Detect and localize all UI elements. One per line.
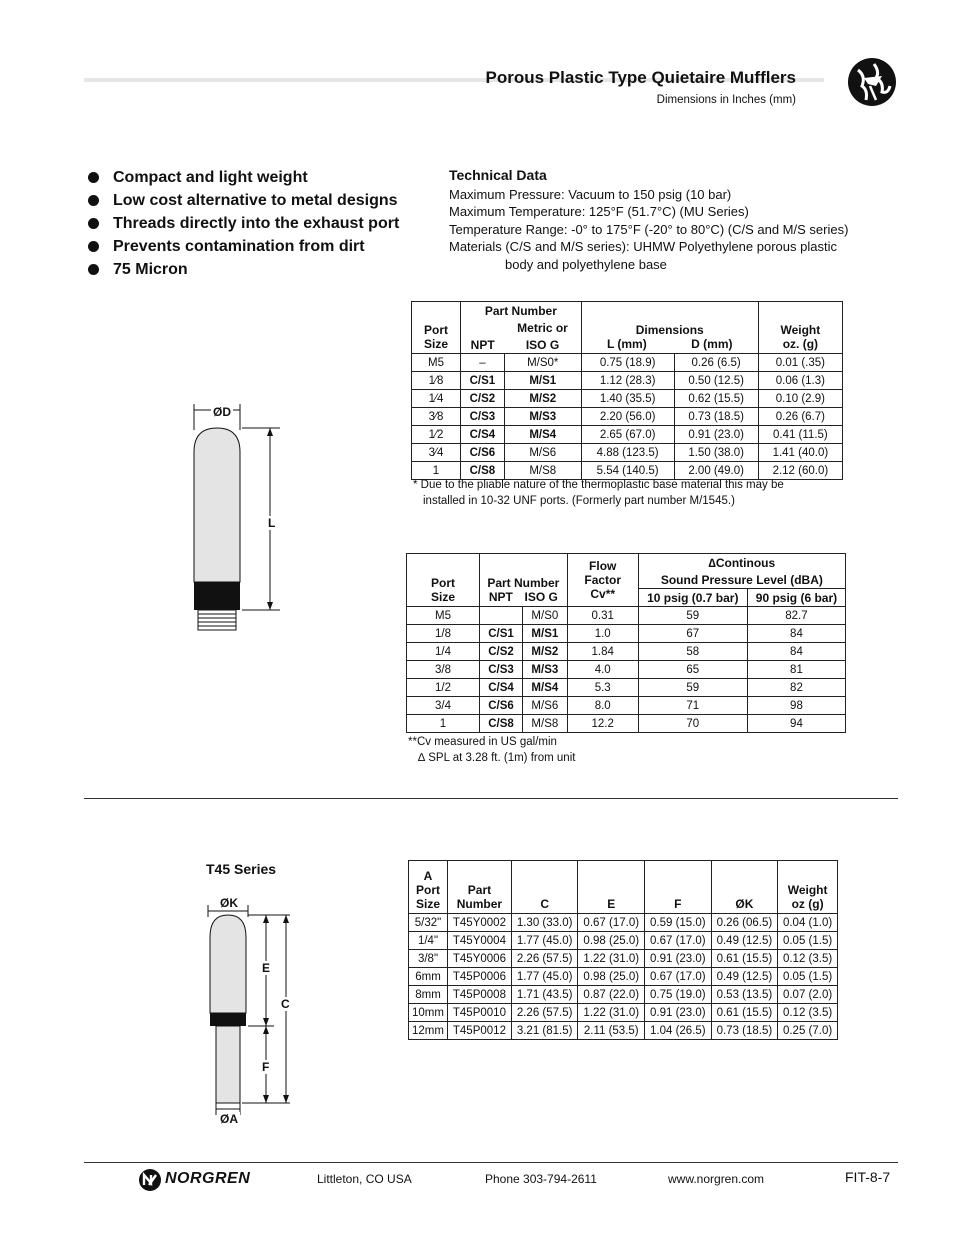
table-cell: 67: [638, 625, 747, 643]
table-cell: T45Y0002: [448, 914, 512, 932]
table-cell: M/S1: [523, 625, 568, 643]
col-header: Number: [456, 897, 503, 911]
table-cell: 0.98 (25.0): [578, 932, 645, 950]
tech-line: Maximum Pressure: Vacuum to 150 psig (10 bar): [449, 186, 732, 202]
table-cell: C/S6: [461, 444, 505, 462]
table-row: [407, 643, 846, 661]
table-cell: 1.77 (45.0): [511, 932, 578, 950]
table-cell: 0.50 (12.5): [674, 372, 758, 390]
table-cell: 1.50 (38.0): [674, 444, 758, 462]
table-row: [409, 968, 838, 986]
table-cell: 70: [638, 715, 747, 733]
dim-d-label: ØD: [213, 405, 231, 419]
dim-a-label: ØA: [220, 1112, 238, 1126]
table-row: [407, 715, 846, 733]
footer-website[interactable]: www.norgren.com: [668, 1172, 765, 1186]
table-cell: M/S3: [523, 661, 568, 679]
table-cell: 0.07 (2.0): [778, 986, 838, 1004]
table-cell: 3⁄4: [412, 444, 461, 462]
footer-phone: Phone 303-794-2611: [485, 1172, 597, 1186]
table-cell: 1/4": [409, 932, 448, 950]
table-cell: 0.12 (3.5): [778, 950, 838, 968]
col-header: Port: [416, 883, 440, 897]
col-header: Size: [415, 897, 440, 911]
table-row: [409, 1004, 838, 1022]
technical-heading: Technical Data: [449, 167, 547, 183]
table-cell: 0.04 (1.0): [778, 914, 838, 932]
table-cell: 1.84: [567, 643, 638, 661]
feature-item: 75 Micron: [88, 258, 399, 281]
col-header: 90 psig (6 bar): [747, 589, 845, 607]
table-cell: 2.00 (49.0): [674, 462, 758, 480]
col-header: C: [511, 861, 578, 914]
table-cell: 0.10 (2.9): [758, 390, 842, 408]
table-cell: 3⁄8: [412, 408, 461, 426]
table-row: [412, 408, 843, 426]
table-cell: 1/2: [407, 679, 480, 697]
table-cell: 84: [747, 625, 845, 643]
table-cell: 12.2: [567, 715, 638, 733]
col-header: Part Number: [461, 302, 582, 320]
table-cell: 0.49 (12.5): [711, 968, 778, 986]
table-cell: C/S4: [461, 426, 505, 444]
table-row: [407, 697, 846, 715]
table-cell: M/S8: [504, 462, 581, 480]
table-cell: 71: [638, 697, 747, 715]
table-cell: 0.61 (15.5): [711, 950, 778, 968]
dim-c-label: C: [281, 997, 290, 1011]
table-cell: C/S8: [480, 715, 523, 733]
table-row: [412, 426, 843, 444]
tech-line: body and polyethylene base: [505, 256, 667, 272]
table-cell: 0.26 (6.5): [674, 354, 758, 372]
section-divider: [84, 798, 898, 799]
table-row: [412, 390, 843, 408]
table-cell: 0.73 (18.5): [711, 1022, 778, 1040]
dim-l-label: L: [268, 516, 276, 530]
page-subtitle: Dimensions in Inches (mm): [656, 94, 796, 106]
table-cell: 1.22 (31.0): [578, 950, 645, 968]
table-cell: M/S6: [523, 697, 568, 715]
table-cell: 8mm: [409, 986, 448, 1004]
table-cell: T45Y0004: [448, 932, 512, 950]
brand-name: NORGREN: [165, 1170, 251, 1187]
table-cell: 4.88 (123.5): [581, 444, 674, 462]
table-cell: 1: [412, 462, 461, 480]
table-cell: M5: [407, 607, 480, 625]
table-cell: 0.06 (1.3): [758, 372, 842, 390]
table-cell: 82.7: [747, 607, 845, 625]
table-cell: 59: [638, 679, 747, 697]
table-cell: C/S2: [480, 643, 523, 661]
table-cell: 8.0: [567, 697, 638, 715]
col-header: Part Number: [487, 576, 560, 590]
table-cell: M/S0: [523, 607, 568, 625]
flow-sound-table: [406, 553, 846, 733]
table-cell: T45Y0006: [448, 950, 512, 968]
table-cell: 3/4: [407, 697, 480, 715]
table-cell: C/S6: [480, 697, 523, 715]
table-row: [407, 661, 846, 679]
table-row: [407, 679, 846, 697]
feature-item: Threads directly into the exhaust port: [88, 212, 399, 235]
table-cell: C/S2: [461, 390, 505, 408]
footer-rule: [84, 1162, 898, 1163]
table-cell: 2.11 (53.5): [578, 1022, 645, 1040]
col-header: Part: [467, 883, 492, 897]
table-cell: 1.41 (40.0): [758, 444, 842, 462]
col-header: E: [578, 861, 645, 914]
col-header: ØK: [711, 861, 778, 914]
col-header: ∆Continous: [638, 554, 845, 572]
table-cell: 2.65 (67.0): [581, 426, 674, 444]
table-row: [407, 607, 846, 625]
table-cell: 0.67 (17.0): [645, 968, 712, 986]
feature-list: [88, 166, 399, 281]
col-header: oz. (g): [782, 337, 819, 351]
col-header: ISO G: [524, 590, 558, 604]
table-cell: 0.41 (11.5): [758, 426, 842, 444]
table-cell: 0.61 (15.5): [711, 1004, 778, 1022]
col-header: L (mm): [606, 337, 647, 351]
col-header: Weight: [780, 323, 821, 337]
table-cell: 58: [638, 643, 747, 661]
table-cell: 1⁄8: [412, 372, 461, 390]
norgren-logo-icon: [138, 1168, 162, 1192]
table2-note: **Cv measured in US gal/min: [408, 736, 557, 748]
table-row: [412, 372, 843, 390]
col-header: 10 psig (0.7 bar): [638, 589, 747, 607]
table-cell: 1.0: [567, 625, 638, 643]
table-cell: 1.12 (28.3): [581, 372, 674, 390]
col-header: Sound Pressure Level (dBA): [638, 571, 845, 589]
table-cell: 1⁄2: [412, 426, 461, 444]
col-header: Size: [423, 337, 448, 351]
table-cell: 0.98 (25.0): [578, 968, 645, 986]
table-cell: 4.0: [567, 661, 638, 679]
col-header: Flow: [589, 559, 617, 573]
table-cell: –: [461, 354, 505, 372]
col-header: Cv**: [590, 587, 616, 601]
table-cell: 2.20 (56.0): [581, 408, 674, 426]
col-header: Port: [431, 576, 455, 590]
footer-location: Littleton, CO USA: [317, 1172, 412, 1186]
col-header: Size: [430, 590, 455, 604]
table-cell: 65: [638, 661, 747, 679]
table-cell: M/S6: [504, 444, 581, 462]
table-cell: 0.31: [567, 607, 638, 625]
table1-note: installed in 10-32 UNF ports. (Formerly part number M/1545.): [423, 495, 735, 507]
table-cell: M/S2: [504, 390, 581, 408]
table-cell: 1: [407, 715, 480, 733]
table-cell: M/S4: [504, 426, 581, 444]
feature-item: Compact and light weight: [88, 166, 399, 189]
col-header: oz (g): [791, 897, 824, 911]
globe-logo-icon: [846, 56, 898, 108]
table-row: [409, 932, 838, 950]
table-row: [412, 354, 843, 372]
table-cell: 0.26 (06.5): [711, 914, 778, 932]
table-cell: C/S3: [461, 408, 505, 426]
table-cell: M/S0*: [504, 354, 581, 372]
table-cell: 0.05 (1.5): [778, 932, 838, 950]
col-header: Weight: [787, 883, 828, 897]
table-cell: 0.59 (15.0): [645, 914, 712, 932]
table-cell: 81: [747, 661, 845, 679]
table-cell: 1.71 (43.5): [511, 986, 578, 1004]
table-cell: C/S8: [461, 462, 505, 480]
table-cell: M/S8: [523, 715, 568, 733]
table-row: [409, 986, 838, 1004]
table-cell: 0.05 (1.5): [778, 968, 838, 986]
table-cell: 1.04 (26.5): [645, 1022, 712, 1040]
table-cell: 5.54 (140.5): [581, 462, 674, 480]
table-cell: M/S3: [504, 408, 581, 426]
table-cell: M/S1: [504, 372, 581, 390]
table-cell: 3.21 (81.5): [511, 1022, 578, 1040]
table-cell: 10mm: [409, 1004, 448, 1022]
table-cell: 0.01 (.35): [758, 354, 842, 372]
table-cell: 1/4: [407, 643, 480, 661]
table-cell: M5: [412, 354, 461, 372]
table-cell: 1.40 (35.5): [581, 390, 674, 408]
table-row: [409, 914, 838, 932]
table-cell: 1/8: [407, 625, 480, 643]
table-cell: 0.87 (22.0): [578, 986, 645, 1004]
table-cell: 0.67 (17.0): [578, 914, 645, 932]
table-cell: 98: [747, 697, 845, 715]
table-cell: 0.91 (23.0): [645, 950, 712, 968]
table-cell: 82: [747, 679, 845, 697]
table-cell: 0.75 (19.0): [645, 986, 712, 1004]
dimensions-table: [411, 301, 843, 480]
table-cell: C/S1: [461, 372, 505, 390]
table-cell: 0.49 (12.5): [711, 932, 778, 950]
feature-item: Prevents contamination from dirt: [88, 235, 399, 258]
table-cell: 1⁄4: [412, 390, 461, 408]
table1-note: * Due to the pliable nature of the thermoplastic base material this may be: [413, 479, 784, 491]
col-header: NPT: [461, 336, 505, 354]
table-cell: 84: [747, 643, 845, 661]
table-cell: 94: [747, 715, 845, 733]
table-cell: 0.75 (18.9): [581, 354, 674, 372]
table-cell: 3/8": [409, 950, 448, 968]
col-header: ISO G: [504, 336, 581, 354]
technical-data: [449, 167, 848, 273]
dim-e-label: E: [262, 961, 271, 975]
table-cell: C/S3: [480, 661, 523, 679]
table-cell: 0.12 (3.5): [778, 1004, 838, 1022]
table-cell: 2.12 (60.0): [758, 462, 842, 480]
feature-item: Low cost alternative to metal designs: [88, 189, 399, 212]
table-cell: 5/32": [409, 914, 448, 932]
col-header: Factor: [584, 573, 622, 587]
table2-note: ∆ SPL at 3.28 ft. (1m) from unit: [418, 752, 576, 764]
table-cell: 2.26 (57.5): [511, 950, 578, 968]
table-cell: 6mm: [409, 968, 448, 986]
col-header: D (mm): [691, 337, 733, 351]
col-header: Port: [424, 323, 448, 337]
tech-line: Materials (C/S and M/S series): UHMW Polyethylene porous plastic: [449, 239, 837, 254]
t45-table: [408, 860, 838, 1040]
table-cell: [480, 607, 523, 625]
page-title: Porous Plastic Type Quietaire Mufflers: [485, 68, 796, 87]
table-cell: 0.73 (18.5): [674, 408, 758, 426]
table-cell: 3/8: [407, 661, 480, 679]
page-number: FIT-8-7: [845, 1169, 891, 1185]
table-cell: C/S1: [480, 625, 523, 643]
table-cell: 0.67 (17.0): [645, 932, 712, 950]
table-cell: T45P0006: [448, 968, 512, 986]
table-cell: T45P0008: [448, 986, 512, 1004]
table-row: [407, 625, 846, 643]
table-row: [409, 950, 838, 968]
table-cell: T45P0010: [448, 1004, 512, 1022]
table-cell: C/S4: [480, 679, 523, 697]
table-cell: 1.30 (33.0): [511, 914, 578, 932]
col-header: A: [423, 869, 433, 883]
dim-f-label: F: [262, 1060, 270, 1074]
table-cell: 1.77 (45.0): [511, 968, 578, 986]
t45-title: T45 Series: [206, 861, 277, 877]
dim-k-label: ØK: [220, 896, 238, 910]
col-header: F: [645, 861, 712, 914]
table-cell: 5.3: [567, 679, 638, 697]
col-header: Metric or: [504, 319, 581, 336]
table-cell: T45P0012: [448, 1022, 512, 1040]
table-row: [409, 1022, 838, 1040]
table-row: [412, 444, 843, 462]
table-cell: 2.26 (57.5): [511, 1004, 578, 1022]
table-cell: 0.25 (7.0): [778, 1022, 838, 1040]
table-cell: 0.91 (23.0): [674, 426, 758, 444]
tech-line: Maximum Temperature: 125°F (51.7°C) (MU Series): [449, 204, 749, 219]
table-cell: M/S4: [523, 679, 568, 697]
tech-line: Temperature Range: -0° to 175°F (-20° to 80°C) (C/S and M/S series): [449, 221, 849, 237]
table-cell: 0.62 (15.5): [674, 390, 758, 408]
table-cell: 0.26 (6.7): [758, 408, 842, 426]
col-header: Dimensions: [635, 323, 704, 337]
table-cell: 0.53 (13.5): [711, 986, 778, 1004]
table-cell: 12mm: [409, 1022, 448, 1040]
table-cell: 59: [638, 607, 747, 625]
table-cell: M/S2: [523, 643, 568, 661]
table-cell: 0.91 (23.0): [645, 1004, 712, 1022]
table-cell: 1.22 (31.0): [578, 1004, 645, 1022]
col-header: NPT: [488, 590, 513, 604]
